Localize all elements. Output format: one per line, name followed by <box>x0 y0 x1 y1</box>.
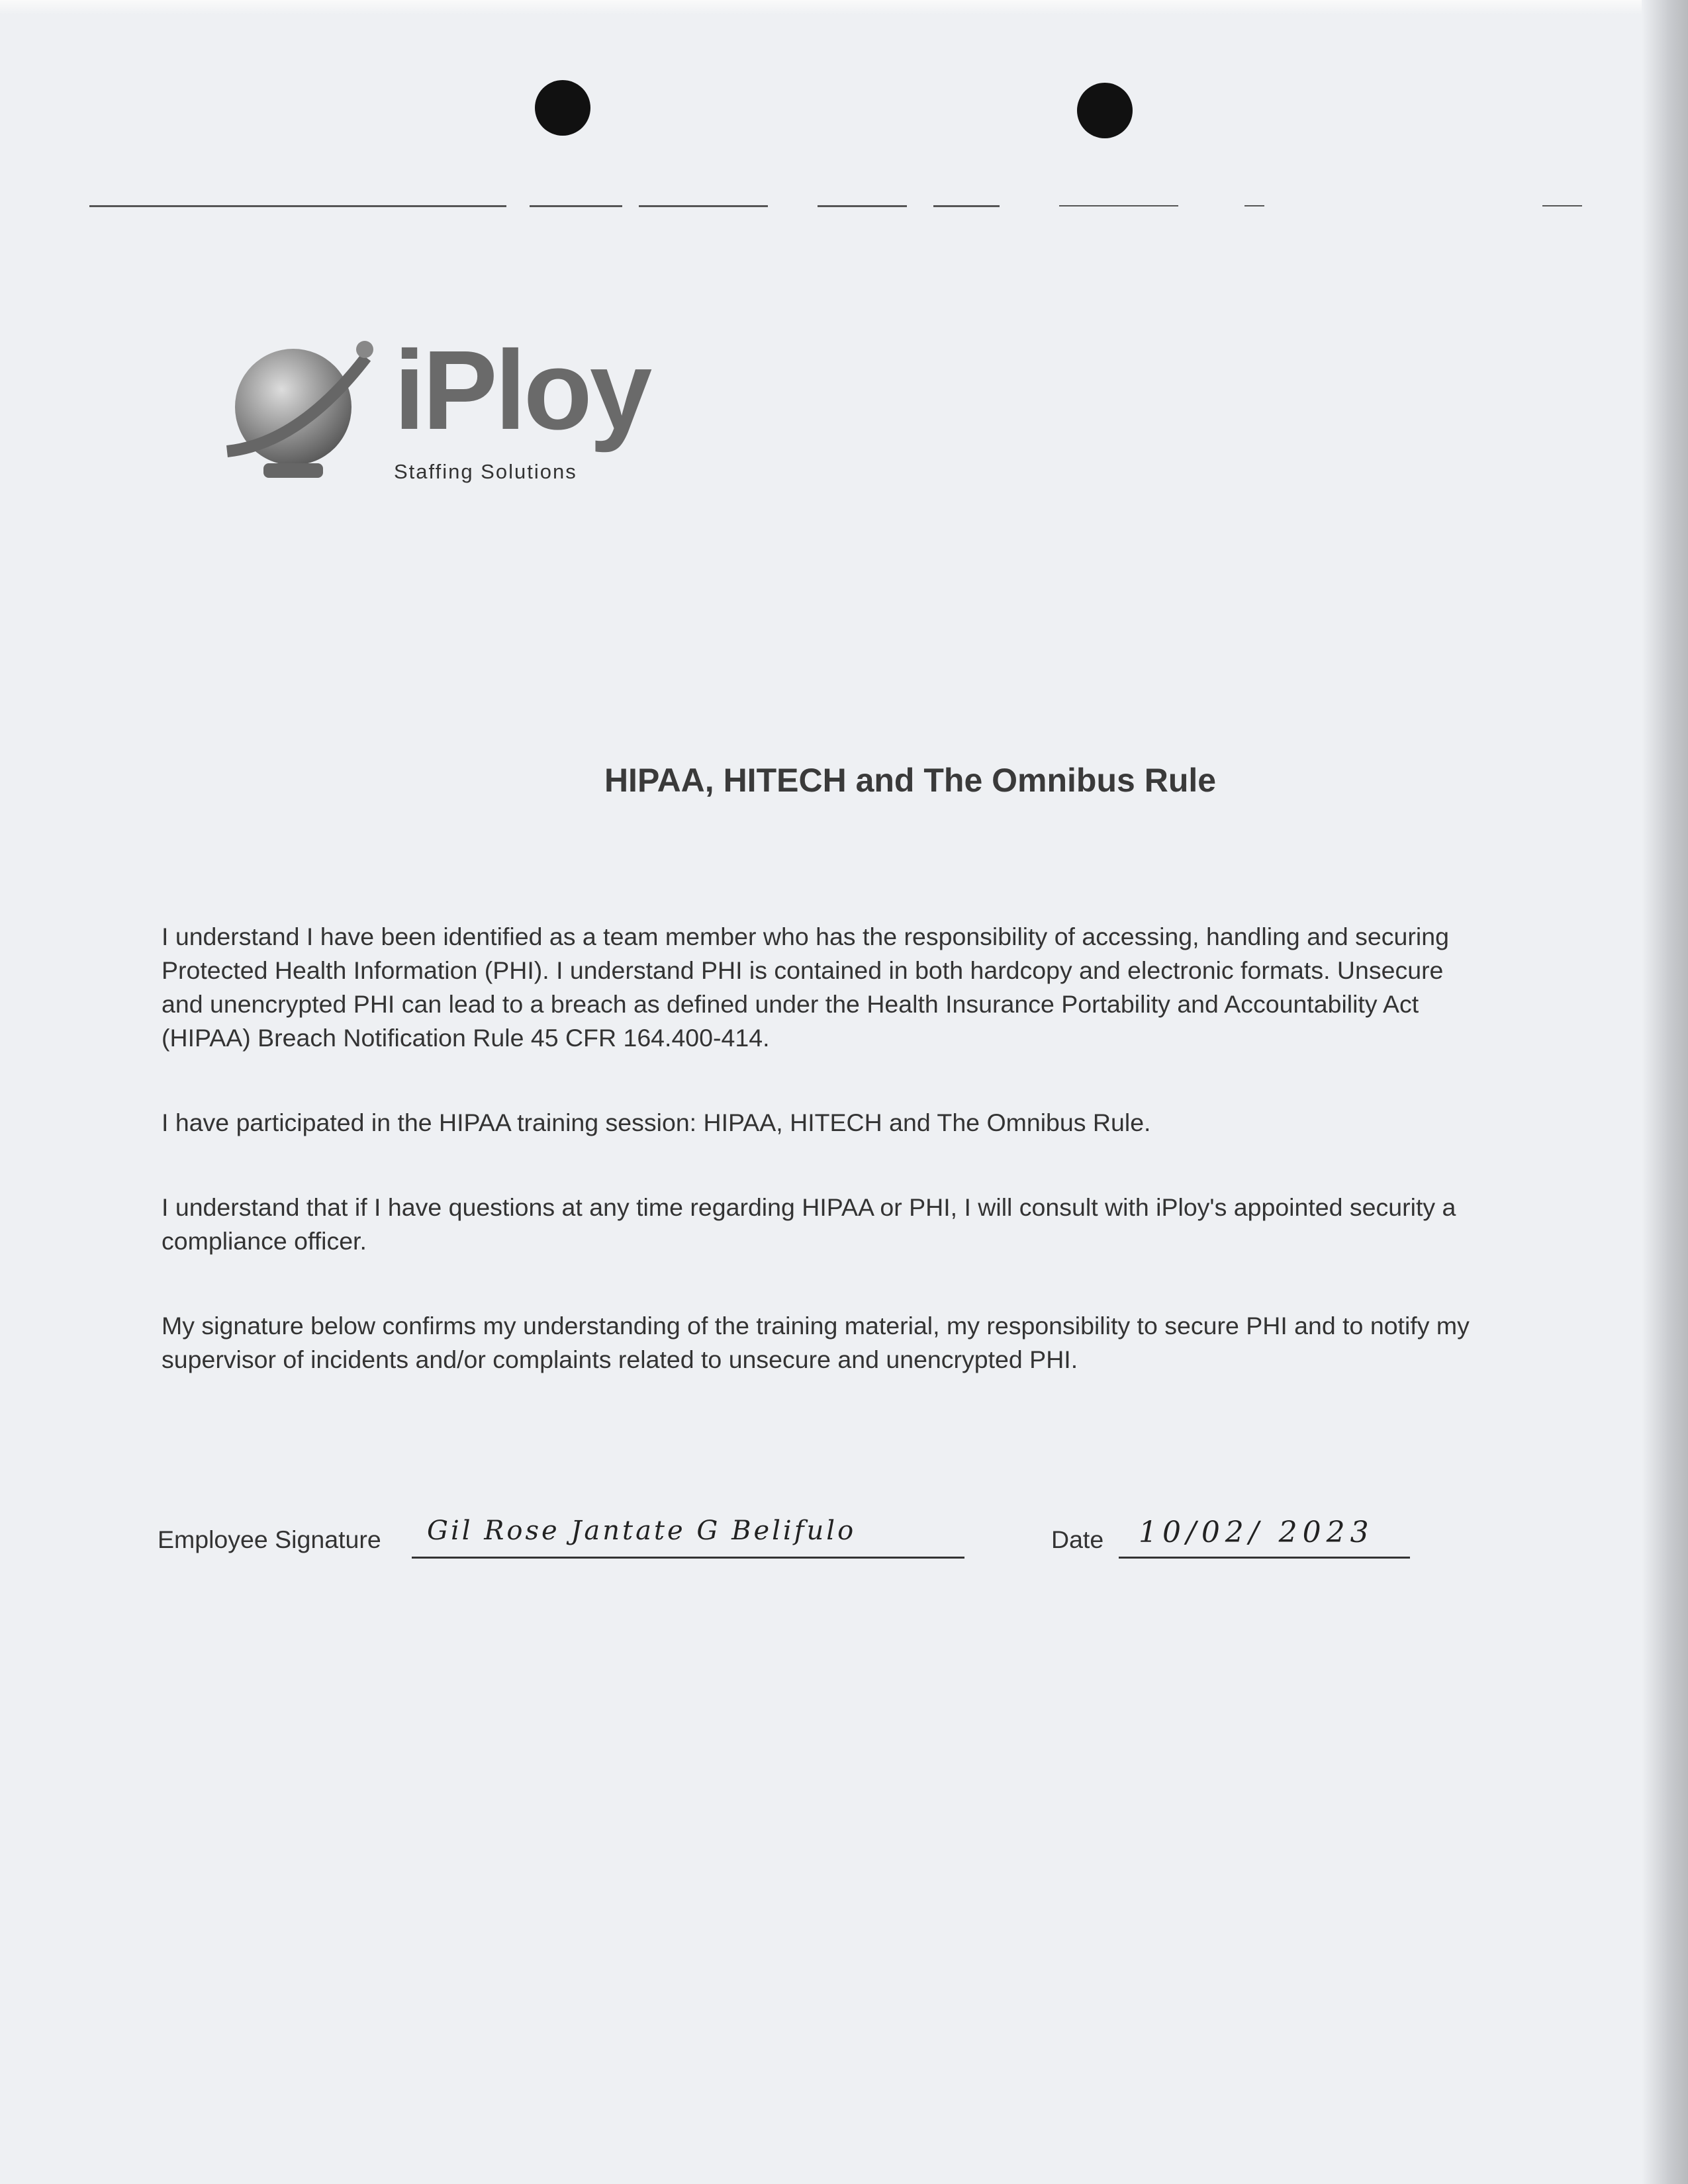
signed-date: 10/02/ 2023 <box>1139 1516 1374 1549</box>
employee-signature: Gil Rose Jantate G Belifulo <box>427 1516 857 1546</box>
page-top-edge <box>0 0 1688 15</box>
signature-label: Employee Signature <box>158 1525 381 1553</box>
globe-icon <box>220 331 393 496</box>
paragraph-confirmation <box>162 1309 1609 1377</box>
paragraph-questions <box>162 1191 1609 1258</box>
punch-hole-left <box>535 80 590 136</box>
signature-line <box>412 1557 964 1559</box>
date-line <box>1119 1557 1410 1559</box>
text-line: Protected Health Information (PHI). I understand PHI is contained in both hardcopy and electronic formats. Unsecure <box>162 956 1444 984</box>
text-line: supervisor of incidents and/or complaints related to unsecure and unencrypted PHI. <box>162 1345 1078 1373</box>
page-right-shadow <box>1642 0 1688 2184</box>
date-label: Date <box>1051 1525 1104 1553</box>
logo-tagline: Staffing Solutions <box>394 460 577 483</box>
logo-wordmark: iPloy <box>394 328 650 453</box>
paragraph-responsibility <box>162 920 1609 1055</box>
paragraph-training <box>162 1106 1609 1140</box>
text-line: I have participated in the HIPAA training session: HIPAA, HITECH and The Omnibus Rule. <box>162 1109 1151 1136</box>
text-line: I understand I have been identified as a team member who has the responsibility of accessing, handling and securing <box>162 923 1449 950</box>
document-title: HIPAA, HITECH and The Omnibus Rule <box>604 762 1217 799</box>
document-body <box>162 920 1609 1428</box>
text-line: and unencrypted PHI can lead to a breach as defined under the Health Insurance Portability and Accountability Act <box>162 990 1419 1018</box>
punch-hole-right <box>1077 83 1133 138</box>
text-line: I understand that if I have questions at any time regarding HIPAA or PHI, I will consult with iPloy's appointed security a <box>162 1193 1456 1221</box>
text-line: compliance officer. <box>162 1227 367 1255</box>
text-line: My signature below confirms my understanding of the training material, my responsibility to secure PHI and to notify my <box>162 1312 1470 1340</box>
company-logo <box>220 328 684 500</box>
text-line: (HIPAA) Breach Notification Rule 45 CFR 164.400-414. <box>162 1024 770 1052</box>
